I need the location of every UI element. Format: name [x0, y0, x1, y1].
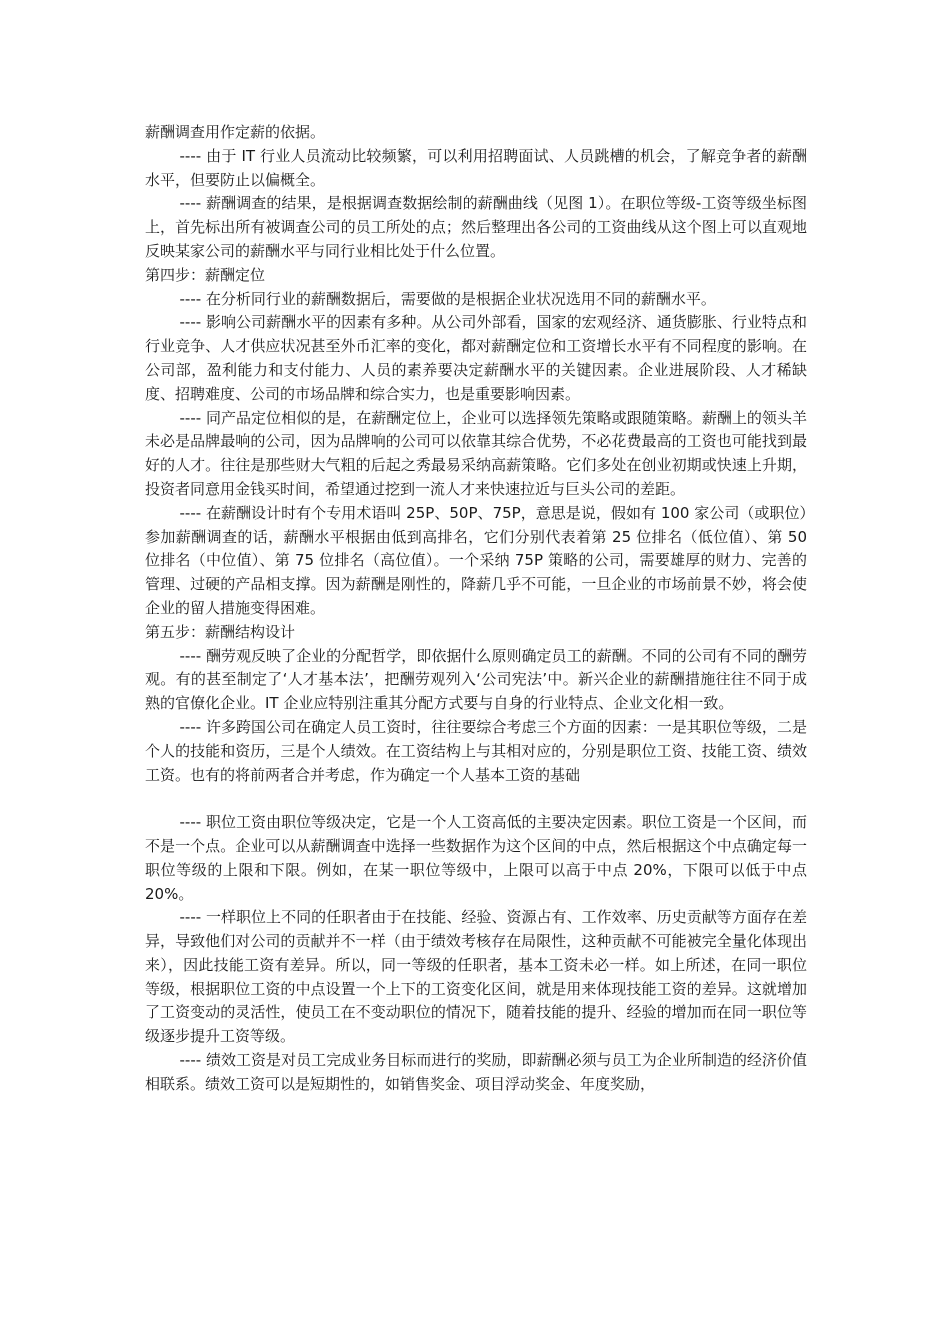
paragraph: ---- 影响公司薪酬水平的因素有多种。从公司外部看，国家的宏观经济、通货膨胀、行业特点和行业竞争、人才供应状况甚至外币汇率的变化，都对薪酬定位和工资增长水平有不同程度的影响。在公司部，盈利能力和支付能力、人员的素养要决定薪酬水平的关键因素。企业进展阶段、人才稀缺度、招聘难度、公司的市场品牌和综合实力，也是重要影响因素。	[145, 313, 807, 403]
blank-line	[145, 787, 807, 811]
document-body	[145, 121, 807, 1097]
paragraph: ---- 一样职位上不同的任职者由于在技能、经验、资源占有、工作效率、历史贡献等方面存在差异，导致他们对公司的贡献并不一样（由于绩效考核存在局限性，这种贡献不可能被完全量化体现出来），因此技能工资有差异。所以，同一等级的任职者，基本工资未必一样。如上所述，在同一职位等级，根据职位工资的中点设置一个上下的工资变化区间，就是用来体现技能工资的差异。这就增加了工资变动的灵活性，使员工在不变动职位的情况下，随着技能的提升、经验的增加而在同一职位等级逐步提升工资等级。	[145, 908, 807, 1046]
paragraph: ---- 职位工资由职位等级决定，它是一个人工资高低的主要决定因素。职位工资是一个区间，而不是一个点。企业可以从薪酬调查中选择一些数据作为这个区间的中点，然后根据这个中点确定每一职位等级的上限和下限。例如，在某一职位等级中，上限可以高于中点 20%，下限可以低于中点 20%。	[145, 813, 807, 903]
paragraph: ---- 薪酬调查的结果，是根据调查数据绘制的薪酬曲线（见图 1）。在职位等级-工资等级坐标图上，首先标出所有被调查公司的员工所处的点；然后整理出各公司的工资曲线从这个图上可以直观地反映某家公司的薪酬水平与同行业相比处于什么位置。	[145, 194, 807, 260]
section-heading-step-4: 第四步：薪酬定位	[145, 265, 266, 284]
paragraph: ---- 绩效工资是对员工完成业务目标而进行的奖励，即薪酬必须与员工为企业所制造的经济价值相联系。绩效工资可以是短期性的，如销售奖金、项目浮动奖金、年度奖励，	[145, 1051, 807, 1093]
paragraph: ---- 许多跨国公司在确定人员工资时，往往要综合考虑三个方面的因素：一是其职位等级，二是个人的技能和资历，三是个人绩效。在工资结构上与其相对应的，分别是职位工资、技能工资、绩效工资。也有的将前两者合并考虑，作为确定一个人基本工资的基础	[145, 717, 807, 784]
section-heading-step-5: 第五步：薪酬结构设计	[145, 622, 296, 641]
paragraph: 薪酬调查用作定薪的依据。	[145, 123, 326, 141]
paragraph: ---- 在薪酬设计时有个专用术语叫 25P、50P、75P，意思是说，假如有 100 家公司（或职位）参加薪酬调查的话，薪酬水平根据由低到高排名，它们分别代表着第 25 位排名（低位值）、第 50 位排名（中位值）、第 75 位排名（高位值）。一个采纳 75P 策略的公司，需要雄厚的财力、完善的管理、过硬的产品相支撑。因为薪酬是刚性的，降薪几乎不可能，一旦企业的市场前景不妙，将会使企业的留人措施变得困难。	[145, 503, 807, 617]
paragraph: ---- 同产品定位相似的是，在薪酬定位上，企业可以选择领先策略或跟随策略。薪酬上的领头羊未必是品牌最响的公司，因为品牌响的公司可以依靠其综合优势，不必花费最高的工资也可能找到最好的人才。往往是那些财大气粗的后起之秀最易采纳高薪策略。它们多处在创业初期或快速上升期，投资者同意用金钱买时间，希望通过挖到一流人才来快速拉近与巨头公司的差距。	[145, 408, 807, 498]
paragraph: ---- 由于 IT 行业人员流动比较频繁，可以利用招聘面试、人员跳槽的机会，了解竞争者的薪酬水平，但要防止以偏概全。	[145, 146, 807, 189]
paragraph: ---- 酬劳观反映了企业的分配哲学，即依据什么原则确定员工的薪酬。不同的公司有不同的酬劳观。有的甚至制定了‘人才基本法’，把酬劳观列入‘公司宪法’中。新兴企业的薪酬措施往往不同于成熟的官僚化企业。IT 企业应特别注重其分配方式要与自身的行业特点、企业文化相一致。	[145, 646, 807, 713]
paragraph: ---- 在分析同行业的薪酬数据后，需要做的是根据企业状况选用不同的薪酬水平。	[179, 289, 716, 308]
